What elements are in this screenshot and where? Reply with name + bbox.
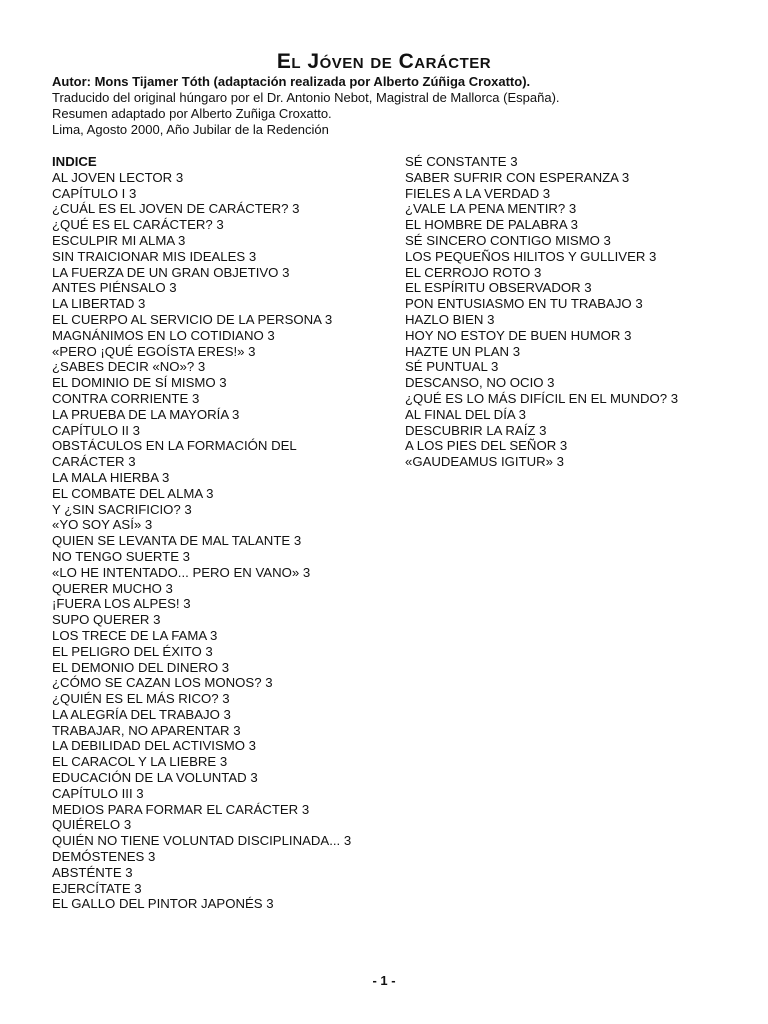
index-entry: «PERO ¡QUÉ EGOÍSTA ERES!» 3 — [52, 343, 256, 359]
page-number: - 1 - — [372, 973, 396, 988]
translation-line: Traducido del original húngaro por el Dr. Antonio Nebot, Magistral de Mallorca (España). — [52, 90, 560, 105]
index-entry: HOY NO ESTOY DE BUEN HUMOR 3 — [405, 327, 632, 343]
index-entry: EL ESPÍRITU OBSERVADOR 3 — [405, 280, 592, 296]
index-entry: HAZTE UN PLAN 3 — [405, 343, 521, 359]
index-entry: ¿CUÁL ES EL JOVEN DE CARÁCTER? 3 — [52, 201, 300, 217]
index-entry: HAZLO BIEN 3 — [405, 311, 495, 327]
index-entry: ABSTÉNTE 3 — [52, 864, 133, 880]
index-entry: EL HOMBRE DE PALABRA 3 — [405, 217, 578, 233]
index-entry: LA FUERZA DE UN GRAN OBJETIVO 3 — [52, 264, 290, 280]
index-entry: CONTRA CORRIENTE 3 — [52, 390, 200, 406]
index-entry: LOS TRECE DE LA FAMA 3 — [52, 627, 218, 643]
index-entry: DESCUBRIR LA RAÍZ 3 — [405, 422, 547, 438]
index-entry: «LO HE INTENTADO... PERO EN VANO» 3 — [52, 564, 311, 580]
index-entry: ¿QUIÉN ES EL MÁS RICO? 3 — [52, 691, 230, 707]
index-entry: MAGNÁNIMOS EN LO COTIDIANO 3 — [52, 327, 275, 343]
index-right-column — [405, 154, 735, 470]
index-entry: CAPÍTULO I 3 — [52, 185, 137, 201]
index-entry: TRABAJAR, NO APARENTAR 3 — [52, 722, 241, 738]
index-entry: ¿QUÉ ES EL CARÁCTER? 3 — [52, 217, 224, 233]
index-entry: ¿VALE LA PENA MENTIR? 3 — [405, 201, 577, 217]
index-heading: INDICE — [52, 154, 97, 169]
index-entry: CAPÍTULO III 3 — [52, 785, 144, 801]
index-entry: QUIÉRELO 3 — [52, 817, 132, 833]
index-entry: SIN TRAICIONAR MIS IDEALES 3 — [52, 248, 257, 264]
index-entry: NO TENGO SUERTE 3 — [52, 548, 191, 564]
index-entry: SÉ SINCERO CONTIGO MISMO 3 — [405, 232, 611, 248]
index-entry: PON ENTUSIASMO EN TU TRABAJO 3 — [405, 296, 643, 312]
index-entry: LA LIBERTAD 3 — [52, 296, 146, 312]
place-date-line: Lima, Agosto 2000, Año Jubilar de la Redención — [52, 122, 329, 137]
index-entry: EL COMBATE DEL ALMA 3 — [52, 485, 214, 501]
index-entry: EL PELIGRO DEL ÉXITO 3 — [52, 643, 213, 659]
index-entry: EL CARACOL Y LA LIEBRE 3 — [52, 754, 228, 770]
index-entry: ESCULPIR MI ALMA 3 — [52, 232, 186, 248]
index-entry: LA PRUEBA DE LA MAYORÍA 3 — [52, 406, 240, 422]
index-entry: EL CERROJO ROTO 3 — [405, 264, 542, 280]
index-entry: SÉ CONSTANTE 3 — [405, 154, 518, 169]
index-entry: ¡FUERA LOS ALPES! 3 — [52, 596, 191, 612]
index-entry: EL CUERPO AL SERVICIO DE LA PERSONA 3 — [52, 311, 333, 327]
index-entry: EL DOMINIO DE SÍ MISMO 3 — [52, 375, 227, 391]
document-header — [52, 74, 752, 138]
index-entry: MEDIOS PARA FORMAR EL CARÁCTER 3 — [52, 801, 310, 817]
index-entry: OBSTÁCULOS EN LA FORMACIÓN DEL CARÁCTER 3 — [52, 438, 297, 470]
index-entry: SUPO QUERER 3 — [52, 612, 161, 628]
index-entry: EL GALLO DEL PINTOR JAPONÉS 3 — [52, 896, 274, 912]
index-entry: LA ALEGRÍA DEL TRABAJO 3 — [52, 706, 231, 722]
index-entry: AL JOVEN LECTOR 3 — [52, 169, 184, 185]
index-entry: EL DEMONIO DEL DINERO 3 — [52, 659, 230, 675]
index-entry: ANTES PIÉNSALO 3 — [52, 280, 177, 296]
index-entry: FIELES A LA VERDAD 3 — [405, 185, 551, 201]
index-entry: DESCANSO, NO OCIO 3 — [405, 375, 555, 391]
index-entry: DEMÓSTENES 3 — [52, 849, 156, 865]
index-entry: «YO SOY ASÍ» 3 — [52, 517, 153, 533]
summary-line: Resumen adaptado por Alberto Zuñiga Croxatto. — [52, 106, 332, 121]
index-entry: LA MALA HIERBA 3 — [52, 469, 170, 485]
index-entry: AL FINAL DEL DÍA 3 — [405, 406, 526, 422]
index-entry: SABER SUFRIR CON ESPERANZA 3 — [405, 169, 630, 185]
index-entry: A LOS PIES DEL SEÑOR 3 — [405, 438, 568, 454]
index-entry: CAPÍTULO II 3 — [52, 422, 140, 438]
index-entry: ¿QUÉ ES LO MÁS DIFÍCIL EN EL MUNDO? 3 — [405, 390, 679, 406]
index-left-column — [52, 154, 352, 912]
author-line: Autor: Mons Tijamer Tóth (adaptación realizada por Alberto Zúñiga Croxatto). — [52, 74, 531, 89]
index-entry: QUERER MUCHO 3 — [52, 580, 173, 596]
index-entry: EJERCÍTATE 3 — [52, 880, 142, 896]
index-entry: QUIEN SE LEVANTA DE MAL TALANTE 3 — [52, 533, 302, 549]
index-entry: Y ¿SIN SACRIFICIO? 3 — [52, 501, 192, 517]
index-entry: QUIÉN NO TIENE VOLUNTAD DISCIPLINADA... 3 — [52, 833, 352, 849]
document-title: El Jóven de Carácter — [276, 50, 492, 73]
index-entry: «GAUDEAMUS IGITUR» 3 — [405, 454, 565, 470]
index-entry: LOS PEQUEÑOS HILITOS Y GULLIVER 3 — [405, 248, 657, 264]
index-entry: SÉ PUNTUAL 3 — [405, 359, 499, 375]
index-entry: LA DEBILIDAD DEL ACTIVISMO 3 — [52, 738, 256, 754]
index-entry: EDUCACIÓN DE LA VOLUNTAD 3 — [52, 770, 258, 786]
index-entry: ¿CÓMO SE CAZAN LOS MONOS? 3 — [52, 675, 273, 691]
index-entry: ¿SABES DECIR «NO»? 3 — [52, 359, 206, 375]
